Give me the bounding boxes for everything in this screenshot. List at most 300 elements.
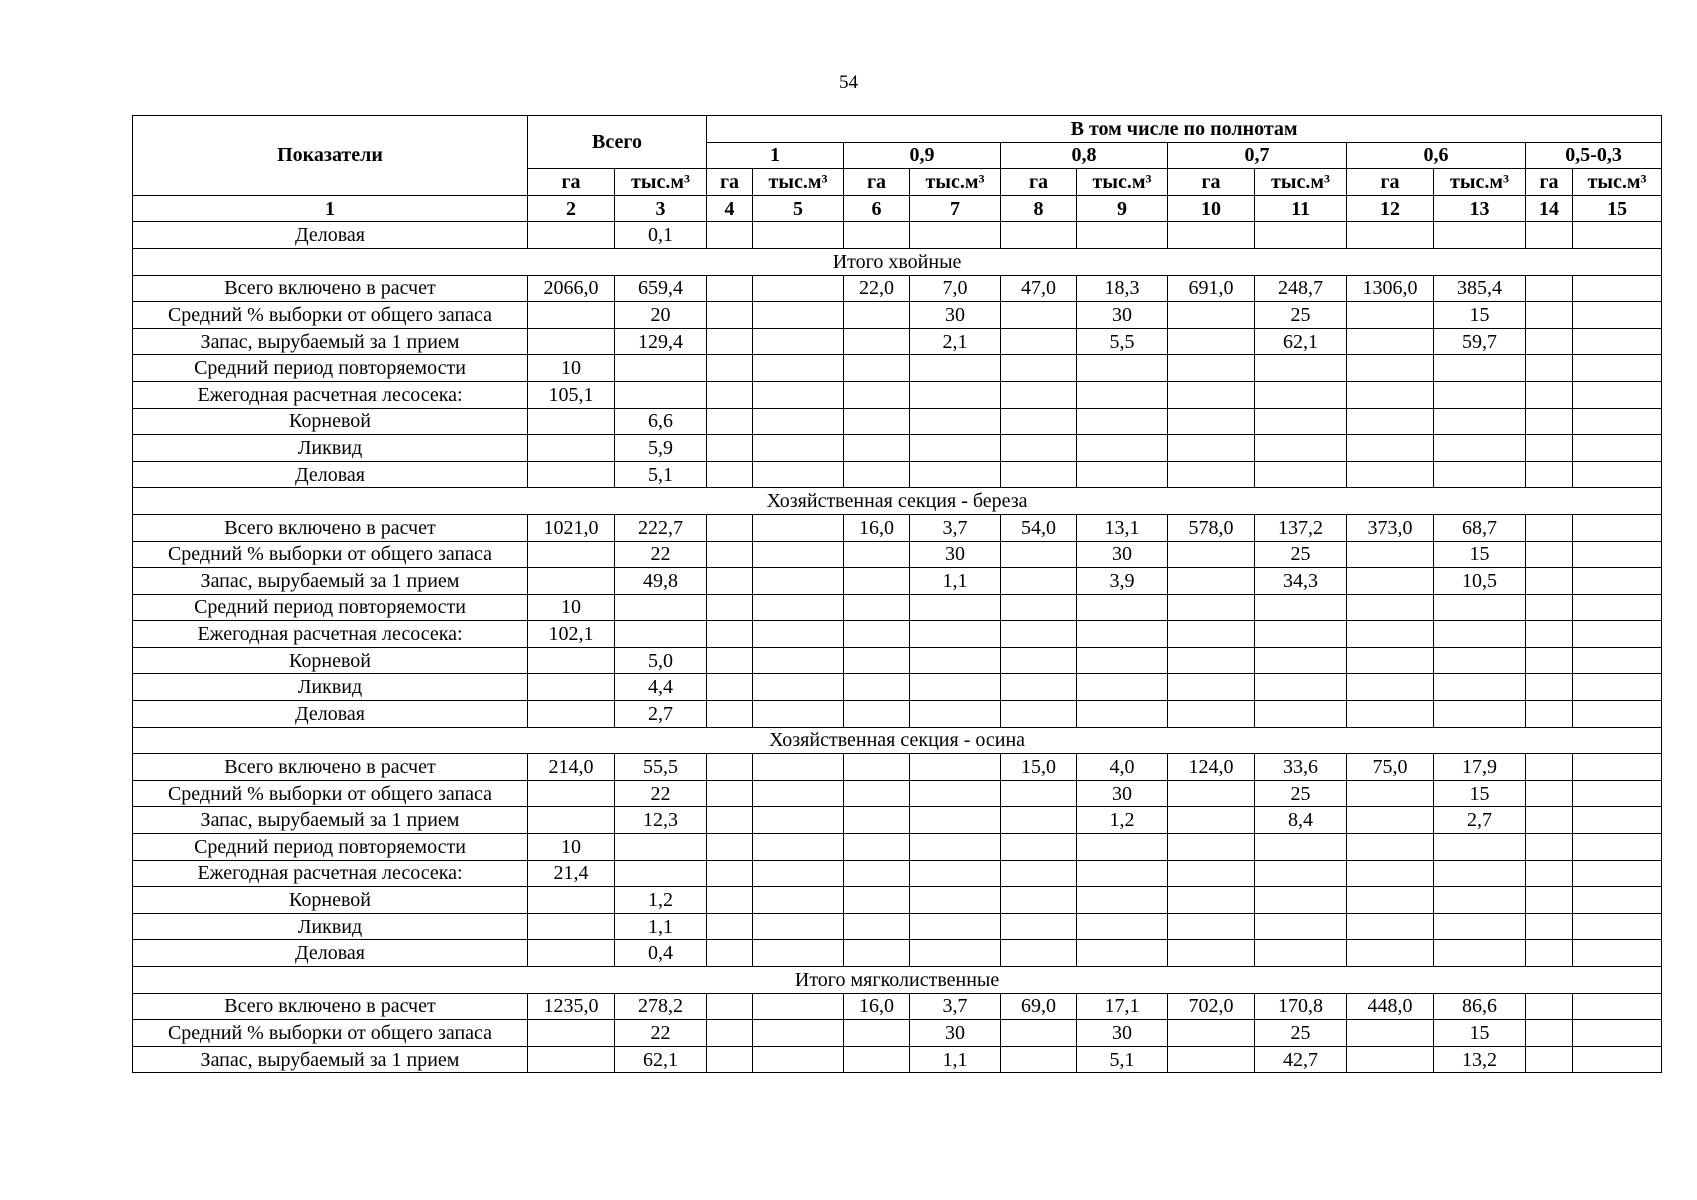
table-cell <box>528 701 615 728</box>
header-indicators: Показатели <box>133 116 528 196</box>
table-cell <box>910 754 1001 781</box>
table-cell: 1235,0 <box>528 993 615 1020</box>
table-cell <box>528 435 615 462</box>
table-cell <box>1077 222 1168 249</box>
table-row <box>133 461 1662 488</box>
table-cell <box>910 780 1001 807</box>
table-cell: 3,9 <box>1077 568 1168 595</box>
table-cell <box>615 834 707 861</box>
table-cell: 15 <box>1434 302 1526 329</box>
table-cell <box>1077 701 1168 728</box>
table-cell <box>1001 222 1077 249</box>
table-cell <box>1347 222 1434 249</box>
table-cell <box>753 541 844 568</box>
table-cell <box>1168 807 1255 834</box>
table-cell: 385,4 <box>1434 275 1526 302</box>
table-cell <box>1255 435 1347 462</box>
table-cell: 55,5 <box>615 754 707 781</box>
table-cell <box>1434 461 1526 488</box>
table-cell <box>1526 594 1573 621</box>
table-cell: 278,2 <box>615 993 707 1020</box>
table-cell <box>1347 302 1434 329</box>
table-cell <box>1168 621 1255 648</box>
table-cell: 3,7 <box>910 514 1001 541</box>
table-cell <box>1168 780 1255 807</box>
table-cell: 4,0 <box>1077 754 1168 781</box>
table-cell <box>1347 780 1434 807</box>
table-cell <box>1347 940 1434 967</box>
table-cell <box>910 222 1001 249</box>
table-cell <box>1077 461 1168 488</box>
table-cell <box>1526 328 1573 355</box>
table-cell <box>1526 647 1573 674</box>
table-cell <box>844 541 910 568</box>
header-unit-m3: тыс.м³ <box>753 169 844 196</box>
col-number: 3 <box>615 195 707 222</box>
table-cell <box>1573 860 1662 887</box>
table-cell <box>707 594 753 621</box>
table-cell: 1,1 <box>615 913 707 940</box>
table-cell <box>1255 408 1347 435</box>
table-cell <box>1168 594 1255 621</box>
table-cell <box>844 568 910 595</box>
table-cell: 86,6 <box>1434 993 1526 1020</box>
table-cell <box>1001 621 1077 648</box>
header-density: 1 <box>707 142 844 169</box>
table-cell <box>1001 302 1077 329</box>
table-cell: 30 <box>910 302 1001 329</box>
table-row <box>133 222 1662 249</box>
header-unit-ha: га <box>844 169 910 196</box>
table-cell <box>844 807 910 834</box>
table-row <box>133 275 1662 302</box>
table-cell <box>1573 222 1662 249</box>
table-cell <box>1526 1046 1573 1073</box>
table-cell: 2066,0 <box>528 275 615 302</box>
table-cell <box>1526 381 1573 408</box>
table-cell <box>1573 780 1662 807</box>
table-cell <box>844 674 910 701</box>
table-cell: 2,1 <box>910 328 1001 355</box>
table-cell <box>1077 887 1168 914</box>
table-cell: 17,1 <box>1077 993 1168 1020</box>
table-cell <box>707 940 753 967</box>
table-cell: 30 <box>1077 780 1168 807</box>
table-cell <box>1573 1046 1662 1073</box>
table-cell <box>1001 435 1077 462</box>
table-cell: 54,0 <box>1001 514 1077 541</box>
header-unit-ha: га <box>1001 169 1077 196</box>
table-cell <box>1573 328 1662 355</box>
table-cell <box>1573 807 1662 834</box>
table-cell <box>1255 887 1347 914</box>
table-row <box>133 1046 1662 1073</box>
table-cell <box>753 754 844 781</box>
table-row <box>133 355 1662 382</box>
row-label: Запас, вырубаемый за 1 прием <box>133 807 528 834</box>
table-cell: 578,0 <box>1168 514 1255 541</box>
table-cell <box>1434 355 1526 382</box>
table-cell <box>1434 701 1526 728</box>
table-row <box>133 674 1662 701</box>
table-row <box>133 807 1662 834</box>
table-cell: 6,6 <box>615 408 707 435</box>
table-cell <box>1573 381 1662 408</box>
table-cell <box>844 222 910 249</box>
table-row <box>133 621 1662 648</box>
table-cell: 2,7 <box>615 701 707 728</box>
table-cell <box>1347 594 1434 621</box>
table-cell <box>1347 701 1434 728</box>
table-cell <box>1434 222 1526 249</box>
row-label: Корневой <box>133 887 528 914</box>
table-cell <box>707 568 753 595</box>
table-cell <box>1347 355 1434 382</box>
table-cell: 5,5 <box>1077 328 1168 355</box>
table-row <box>133 754 1662 781</box>
table-cell: 15 <box>1434 541 1526 568</box>
table-cell <box>844 887 910 914</box>
table-body <box>133 222 1662 1073</box>
table-cell <box>1168 328 1255 355</box>
table-cell: 1,1 <box>910 1046 1001 1073</box>
header-by-density: В том числе по полнотам <box>707 116 1662 143</box>
table-cell <box>1001 355 1077 382</box>
row-label: Ликвид <box>133 913 528 940</box>
table-cell <box>1526 834 1573 861</box>
table-cell <box>753 887 844 914</box>
table-cell <box>910 940 1001 967</box>
table-cell <box>1526 887 1573 914</box>
table-row <box>133 408 1662 435</box>
table-cell <box>528 913 615 940</box>
table-cell: 33,6 <box>1255 754 1347 781</box>
table-cell <box>753 913 844 940</box>
table-row <box>133 594 1662 621</box>
table-cell <box>1573 834 1662 861</box>
table-cell <box>753 381 844 408</box>
header-unit-m3: тыс.м³ <box>615 169 707 196</box>
table-cell <box>753 1020 844 1047</box>
table-cell <box>1001 780 1077 807</box>
table-cell <box>1573 355 1662 382</box>
table-cell <box>1434 381 1526 408</box>
table-cell <box>707 701 753 728</box>
table-cell: 102,1 <box>528 621 615 648</box>
table-cell: 1,2 <box>1077 807 1168 834</box>
table-cell <box>1168 887 1255 914</box>
table-cell <box>1573 940 1662 967</box>
table-cell <box>1526 222 1573 249</box>
table-cell: 5,1 <box>1077 1046 1168 1073</box>
table-cell <box>707 435 753 462</box>
table-cell <box>707 541 753 568</box>
col-number: 6 <box>844 195 910 222</box>
table-cell <box>844 1020 910 1047</box>
table-cell <box>1168 568 1255 595</box>
table-cell: 105,1 <box>528 381 615 408</box>
table-cell: 22 <box>615 1020 707 1047</box>
row-label: Средний период повторяемости <box>133 834 528 861</box>
table-cell <box>1168 940 1255 967</box>
table-cell <box>1255 594 1347 621</box>
table-cell <box>1077 621 1168 648</box>
table-row <box>133 328 1662 355</box>
table-cell <box>528 408 615 435</box>
table-cell <box>1168 1020 1255 1047</box>
table-cell <box>844 834 910 861</box>
table-row <box>133 435 1662 462</box>
table-cell: 702,0 <box>1168 993 1255 1020</box>
table-cell: 659,4 <box>615 275 707 302</box>
table-cell: 69,0 <box>1001 993 1077 1020</box>
table-cell <box>707 647 753 674</box>
header-unit-ha: га <box>1168 169 1255 196</box>
table-cell: 22,0 <box>844 275 910 302</box>
table-cell <box>844 435 910 462</box>
table-cell <box>1347 568 1434 595</box>
header-density: 0,9 <box>844 142 1001 169</box>
table-cell <box>1001 701 1077 728</box>
table-cell <box>1077 860 1168 887</box>
table-cell <box>707 408 753 435</box>
table-cell <box>1573 701 1662 728</box>
table-cell <box>1001 807 1077 834</box>
table-cell <box>1168 860 1255 887</box>
table-cell <box>1168 1046 1255 1073</box>
table-cell <box>1573 541 1662 568</box>
table-cell <box>1434 594 1526 621</box>
row-label: Корневой <box>133 647 528 674</box>
table-cell: 248,7 <box>1255 275 1347 302</box>
table-cell <box>1573 435 1662 462</box>
table-row <box>133 780 1662 807</box>
table-cell <box>910 834 1001 861</box>
table-cell <box>1001 913 1077 940</box>
table-cell <box>753 993 844 1020</box>
table-cell <box>753 780 844 807</box>
table-cell <box>1255 674 1347 701</box>
table-cell <box>1573 275 1662 302</box>
section-header-row <box>133 727 1662 754</box>
table-cell <box>528 222 615 249</box>
table-cell <box>844 594 910 621</box>
table-cell: 2,7 <box>1434 807 1526 834</box>
table-cell <box>615 860 707 887</box>
header-unit-m3: тыс.м³ <box>910 169 1001 196</box>
table-cell <box>1168 913 1255 940</box>
table-cell <box>1347 807 1434 834</box>
table-cell: 222,7 <box>615 514 707 541</box>
table-cell: 3,7 <box>910 993 1001 1020</box>
table-cell <box>1347 1020 1434 1047</box>
row-label: Ежегодная расчетная лесосека: <box>133 860 528 887</box>
table-cell: 691,0 <box>1168 275 1255 302</box>
table-cell <box>753 461 844 488</box>
table-cell <box>1347 328 1434 355</box>
table-row <box>133 1020 1662 1047</box>
table-cell <box>844 328 910 355</box>
table-cell <box>707 328 753 355</box>
table-cell <box>753 302 844 329</box>
table-cell <box>844 701 910 728</box>
table-row <box>133 541 1662 568</box>
header-density: 0,8 <box>1001 142 1168 169</box>
table-cell <box>753 834 844 861</box>
table-cell: 10 <box>528 834 615 861</box>
header-unit-m3: тыс.м³ <box>1255 169 1347 196</box>
table-cell <box>844 302 910 329</box>
table-cell <box>1526 514 1573 541</box>
table-cell: 42,7 <box>1255 1046 1347 1073</box>
table-cell <box>844 381 910 408</box>
row-label: Средний % выборки от общего запаса <box>133 1020 528 1047</box>
table-cell <box>528 541 615 568</box>
table-cell <box>1434 408 1526 435</box>
table-cell <box>528 647 615 674</box>
table-cell <box>615 381 707 408</box>
table-cell: 21,4 <box>528 860 615 887</box>
table-cell <box>1001 647 1077 674</box>
table-cell <box>844 647 910 674</box>
table-cell <box>1573 647 1662 674</box>
section-header-row <box>133 488 1662 515</box>
table-cell <box>1255 940 1347 967</box>
table-cell <box>1573 754 1662 781</box>
table-cell <box>1526 1020 1573 1047</box>
table-cell: 25 <box>1255 780 1347 807</box>
table-cell <box>1001 674 1077 701</box>
table-cell <box>753 1046 844 1073</box>
table-cell: 34,3 <box>1255 568 1347 595</box>
table-cell <box>707 514 753 541</box>
table-cell <box>1077 435 1168 462</box>
table-row <box>133 913 1662 940</box>
header-unit-m3: тыс.м³ <box>1573 169 1662 196</box>
row-label: Запас, вырубаемый за 1 прием <box>133 568 528 595</box>
table-cell <box>910 807 1001 834</box>
row-label: Запас, вырубаемый за 1 прием <box>133 1046 528 1073</box>
table-cell: 1021,0 <box>528 514 615 541</box>
table-cell <box>1573 461 1662 488</box>
col-number: 11 <box>1255 195 1347 222</box>
table-cell <box>615 355 707 382</box>
table-cell: 5,1 <box>615 461 707 488</box>
row-label: Всего включено в расчет <box>133 754 528 781</box>
col-number: 14 <box>1526 195 1573 222</box>
table-cell <box>1077 647 1168 674</box>
header-unit-ha: га <box>528 169 615 196</box>
row-label: Ежегодная расчетная лесосека: <box>133 381 528 408</box>
section-header-row <box>133 248 1662 275</box>
table-cell <box>844 408 910 435</box>
table-cell <box>707 913 753 940</box>
table-cell <box>1347 541 1434 568</box>
table-cell <box>753 222 844 249</box>
table-cell: 49,8 <box>615 568 707 595</box>
table-cell <box>1168 435 1255 462</box>
table-cell <box>1001 1046 1077 1073</box>
table-cell <box>1255 860 1347 887</box>
table-cell <box>1001 541 1077 568</box>
table-cell: 30 <box>1077 302 1168 329</box>
table-cell <box>753 408 844 435</box>
table-cell: 10 <box>528 355 615 382</box>
table-cell <box>1434 913 1526 940</box>
table-cell: 20 <box>615 302 707 329</box>
table-cell <box>1001 1020 1077 1047</box>
row-label: Средний % выборки от общего запаса <box>133 541 528 568</box>
row-label: Ликвид <box>133 435 528 462</box>
header-density: 0,5-0,3 <box>1526 142 1662 169</box>
table-cell <box>1434 621 1526 648</box>
table-cell: 62,1 <box>1255 328 1347 355</box>
table-cell: 30 <box>1077 541 1168 568</box>
table-cell <box>528 461 615 488</box>
table-cell: 30 <box>910 541 1001 568</box>
table-cell <box>910 461 1001 488</box>
table-cell <box>707 834 753 861</box>
table-cell <box>753 674 844 701</box>
table-cell <box>1434 940 1526 967</box>
table-cell <box>1255 222 1347 249</box>
table-cell <box>1573 568 1662 595</box>
table-cell <box>753 275 844 302</box>
table-cell: 15 <box>1434 1020 1526 1047</box>
table-cell <box>1077 381 1168 408</box>
header-total: Всего <box>528 116 707 169</box>
table-cell <box>528 568 615 595</box>
table-cell <box>528 940 615 967</box>
table-cell <box>707 222 753 249</box>
table-cell <box>1526 701 1573 728</box>
table-cell <box>707 461 753 488</box>
table-cell: 22 <box>615 780 707 807</box>
table-cell: 30 <box>910 1020 1001 1047</box>
table-cell <box>1168 674 1255 701</box>
table-row <box>133 568 1662 595</box>
table-row <box>133 940 1662 967</box>
table-cell <box>528 1046 615 1073</box>
table-cell <box>1434 674 1526 701</box>
table-cell <box>1526 993 1573 1020</box>
cutting-calculation-table <box>132 115 1662 1073</box>
table-cell: 1306,0 <box>1347 275 1434 302</box>
row-label: Средний % выборки от общего запаса <box>133 302 528 329</box>
table-cell: 0,4 <box>615 940 707 967</box>
col-number: 2 <box>528 195 615 222</box>
table-cell <box>1168 355 1255 382</box>
table-cell <box>1255 355 1347 382</box>
table-cell <box>707 807 753 834</box>
row-label: Всего включено в расчет <box>133 514 528 541</box>
table-cell <box>910 860 1001 887</box>
table-cell <box>1255 461 1347 488</box>
table-row <box>133 834 1662 861</box>
table-cell <box>707 754 753 781</box>
table-cell: 1,2 <box>615 887 707 914</box>
table-cell: 5,9 <box>615 435 707 462</box>
table-cell <box>707 860 753 887</box>
table-row <box>133 701 1662 728</box>
table-cell: 170,8 <box>1255 993 1347 1020</box>
table-cell: 448,0 <box>1347 993 1434 1020</box>
table-cell <box>1168 647 1255 674</box>
table-cell: 7,0 <box>910 275 1001 302</box>
table-cell <box>1573 514 1662 541</box>
table-cell <box>528 328 615 355</box>
table-cell <box>1347 647 1434 674</box>
